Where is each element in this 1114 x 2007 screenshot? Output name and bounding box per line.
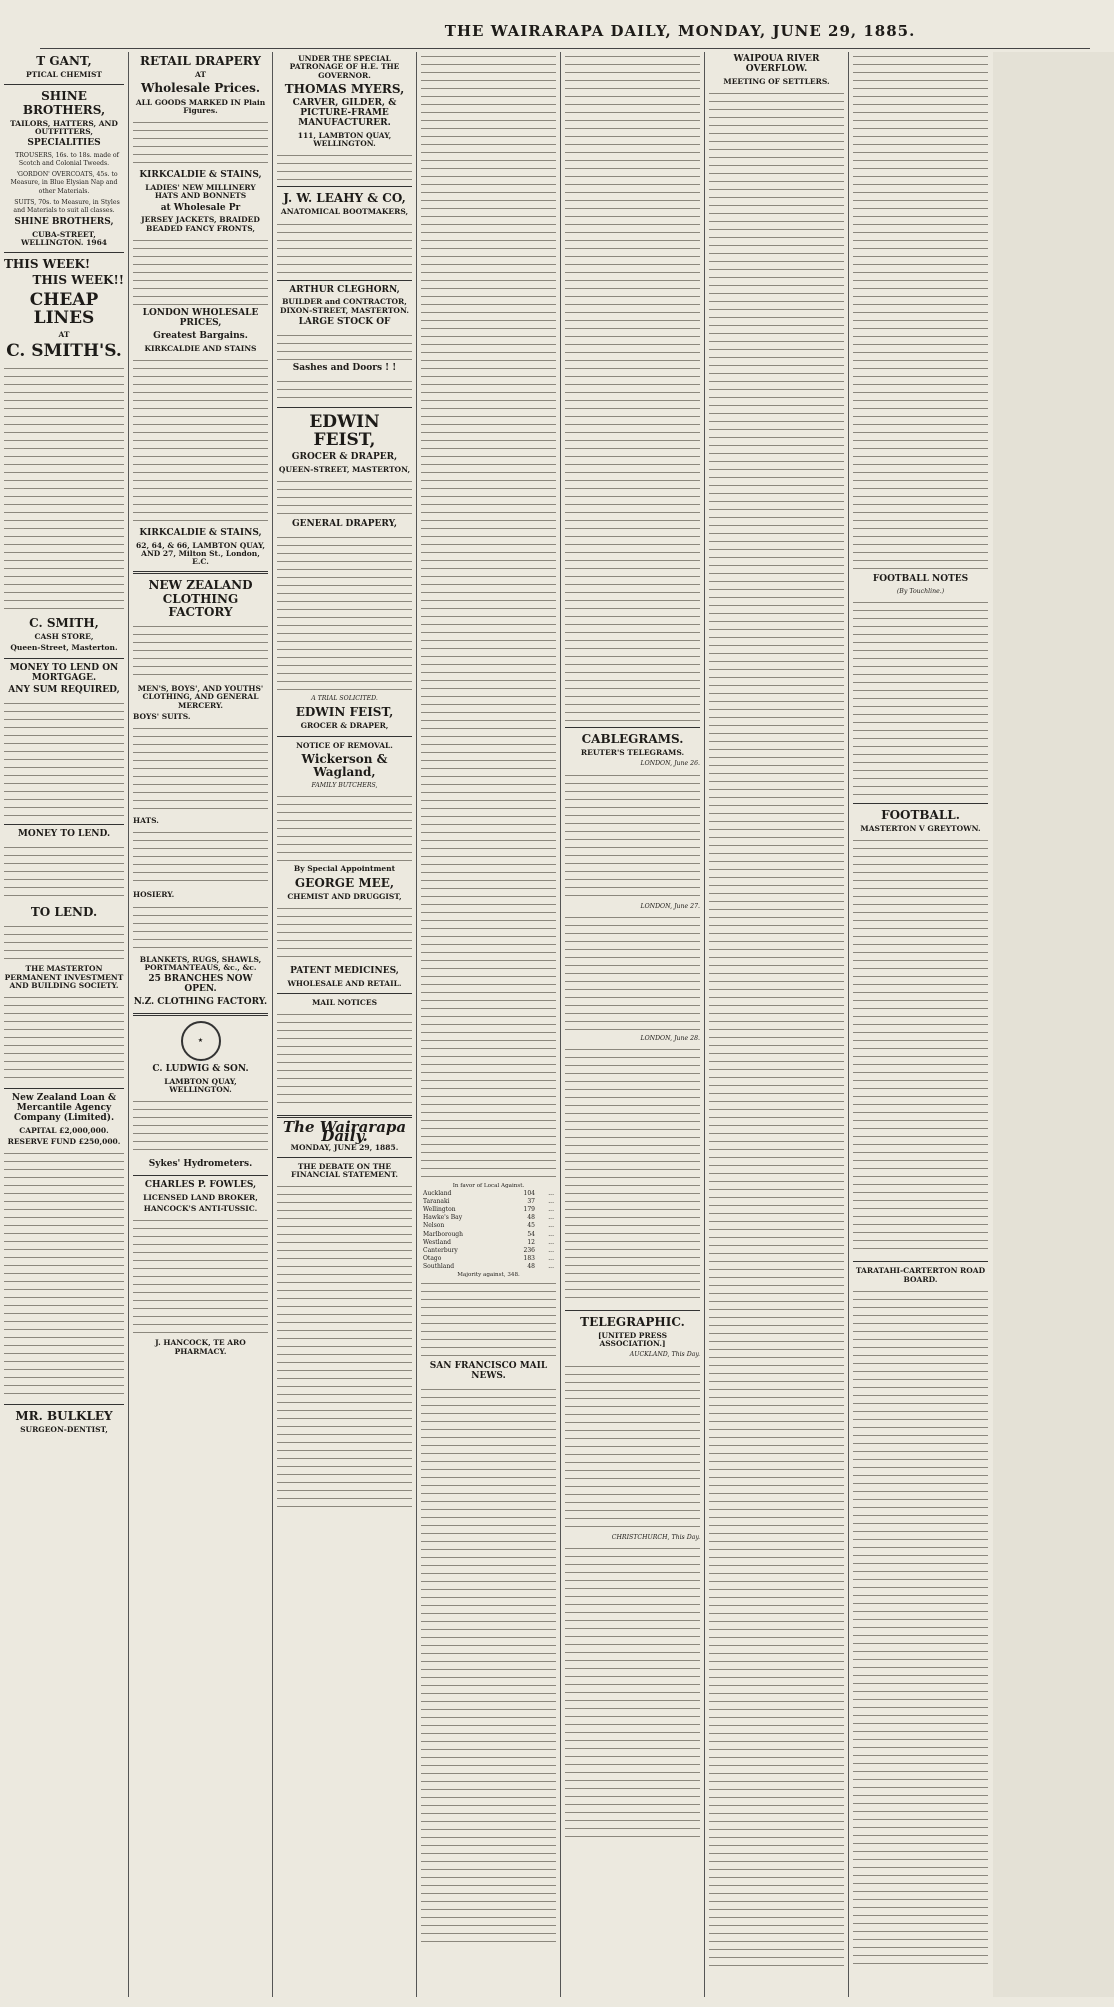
page-margin bbox=[993, 52, 1114, 1997]
advert-heading: EDWIN FEIST, bbox=[295, 705, 394, 720]
dateline: AUCKLAND, This Day. bbox=[629, 1351, 700, 1359]
advert-heading: J. W. LEAHY & CO, bbox=[283, 191, 406, 206]
article-heading: FOOTBALL. bbox=[881, 807, 960, 822]
table-row bbox=[421, 1247, 556, 1255]
table-cell: 45 bbox=[527, 1222, 535, 1230]
table-row bbox=[421, 1222, 556, 1230]
table-row bbox=[421, 1214, 556, 1222]
text-block bbox=[4, 699, 124, 819]
column-1 bbox=[0, 52, 128, 1997]
advert-heading: NEW ZEALAND CLOTHING FACTORY bbox=[148, 578, 253, 619]
advert-heading: THIS WEEK!! bbox=[32, 273, 124, 288]
newspaper-title: The Wairarapa Daily. bbox=[282, 1118, 407, 1145]
table-summary: Majority against, 348. bbox=[457, 1272, 520, 1279]
dateline: LONDON, June 27. bbox=[640, 902, 700, 910]
advert-heading: MONEY TO LEND ON MORTGAGE. bbox=[9, 662, 119, 683]
article-heading: THE DEBATE ON THE FINANCIAL STATEMENT. bbox=[291, 1161, 398, 1180]
table-cell: ... bbox=[548, 1214, 554, 1222]
advert-subheading: GROCER & DRAPER, bbox=[300, 721, 389, 731]
article-heading: SAN FRANCISCO MAIL NEWS. bbox=[429, 1361, 548, 1382]
advert-heading: MR. BULKLEY bbox=[15, 1409, 113, 1424]
table-cell: 236 bbox=[523, 1246, 535, 1254]
advert-subheading: NOTICE OF REMOVAL. bbox=[296, 740, 393, 750]
advert-heading: Greatest Bargains. bbox=[153, 330, 248, 341]
text-block bbox=[4, 843, 124, 903]
advert-subheading: UNDER THE SPECIAL PATRONAGE OF H.E. THE GOVERNOR. bbox=[289, 54, 400, 80]
text-block bbox=[133, 724, 268, 814]
table-cell: ... bbox=[548, 1246, 554, 1254]
table-cell: Southland bbox=[423, 1262, 455, 1270]
advert-heading: KIRKCALDIE & STAINS, bbox=[139, 527, 262, 538]
column-2 bbox=[129, 52, 272, 1997]
advert-heading: THIS WEEK! bbox=[4, 257, 91, 272]
table-cell: Canterbury bbox=[423, 1246, 458, 1254]
text-block bbox=[133, 1216, 268, 1336]
text-block bbox=[133, 356, 268, 526]
advert-heading: LONDON WHOLESALE PRICES, bbox=[142, 307, 259, 328]
advert-subheading: LADIES' NEW MILLINERY HATS AND BONNETS bbox=[145, 183, 256, 201]
advert-heading: RETAIL DRAPERY bbox=[140, 54, 261, 68]
column-7 bbox=[849, 52, 992, 1997]
table-row bbox=[421, 1231, 556, 1239]
dateline: LONDON, June 26. bbox=[640, 760, 700, 768]
advert-heading: C. SMITH'S. bbox=[6, 341, 122, 362]
advert-subheading: RESERVE FUND £250,000. bbox=[7, 1137, 121, 1147]
advert-subheading: ANATOMICAL BOOTMAKERS, bbox=[280, 207, 409, 217]
advert-subheading: LICENSED LAND BROKER, bbox=[143, 1192, 258, 1202]
advert-heading: THE MASTERTON PERMANENT INVESTMENT AND BUILDING SOCIETY. bbox=[4, 964, 124, 990]
text-block bbox=[133, 118, 268, 168]
masthead-rule bbox=[40, 48, 1090, 49]
section-subheading: REUTER'S TELEGRAMS. bbox=[580, 748, 685, 758]
advert-text: TROUSERS, 16s. to 18s. made of Scotch and Colonial Tweeds. bbox=[15, 152, 119, 168]
advert-subheading: HOSIERY. bbox=[133, 890, 175, 900]
table-cell: Auckland bbox=[423, 1190, 452, 1198]
dateline: LONDON, June 28. bbox=[640, 1034, 700, 1042]
table-cell: Taranaki bbox=[423, 1198, 450, 1206]
advert-text: SUITS, 70s. to Measure, in Styles and Materials to suit all classes. bbox=[13, 198, 120, 214]
article-body bbox=[565, 1544, 700, 1844]
text-block bbox=[277, 533, 412, 693]
advert-subheading: FAMILY BUTCHERS, bbox=[311, 782, 378, 790]
advert-subheading: By Special Appointment bbox=[293, 864, 396, 874]
advert-subheading: JERSEY JACKETS, BRAIDED BEADED FANCY FRONTS, bbox=[141, 215, 260, 233]
advert-heading: GENERAL DRAPERY, bbox=[291, 519, 398, 530]
article-body bbox=[565, 913, 700, 1033]
table-cell: Wellington bbox=[423, 1206, 456, 1214]
article-body bbox=[853, 1287, 988, 1967]
table-cell: 12 bbox=[527, 1238, 535, 1246]
section-subheading: [UNITED PRESS ASSOCIATION.] bbox=[597, 1330, 668, 1349]
text-block bbox=[133, 236, 268, 306]
advert-subheading: HANCOCK'S ANTI-TUSSIC. bbox=[143, 1204, 258, 1214]
advert-heading: SPECIALITIES bbox=[27, 138, 101, 149]
advert-subheading: AT bbox=[195, 70, 206, 80]
votes-table bbox=[421, 1190, 556, 1271]
advert-heading: Wickerson & Wagland, bbox=[301, 751, 388, 780]
advert-subheading: WHOLESALE AND RETAIL. bbox=[287, 978, 402, 988]
text-block bbox=[4, 364, 124, 614]
text-block bbox=[277, 904, 412, 964]
advert-heading: C. LUDWIG & SON. bbox=[152, 1063, 249, 1074]
advert-heading: GEORGE MEE, bbox=[294, 875, 395, 890]
section-heading: MAIL NOTICES bbox=[311, 998, 378, 1008]
article-body bbox=[709, 89, 844, 1969]
advert-subheading: AT bbox=[58, 330, 70, 339]
text-block bbox=[277, 331, 412, 361]
table-cell: ... bbox=[548, 1262, 554, 1270]
advert-heading: GROCER & DRAPER, bbox=[291, 452, 398, 463]
table-cell: ... bbox=[548, 1254, 554, 1262]
table-cell: 104 bbox=[523, 1190, 535, 1198]
advert-subheading: BOYS' SUITS. bbox=[133, 711, 191, 721]
table-cell: ... bbox=[548, 1206, 554, 1214]
advert-text: 'GORDON' OVERCOATS, 45s. to Measure, in Blue Elysian Nap and other Materials. bbox=[10, 171, 118, 195]
table-cell: 48 bbox=[527, 1262, 535, 1270]
seal-icon: ★ bbox=[181, 1021, 221, 1061]
table-cell: ... bbox=[548, 1230, 554, 1238]
advert-subheading: PTICAL CHEMIST bbox=[26, 70, 102, 80]
article-body bbox=[277, 1182, 412, 1512]
advert-heading: SHINE BROTHERS, bbox=[22, 89, 106, 117]
article-heading: TARATAHI-CARTERTON ROAD BOARD. bbox=[855, 1266, 986, 1284]
advert-subheading: Queen-Street, Masterton. bbox=[10, 643, 118, 653]
advert-heading: MONEY TO LEND. bbox=[17, 829, 111, 840]
table-row bbox=[421, 1255, 556, 1263]
article-body bbox=[853, 836, 988, 1256]
text-block bbox=[133, 828, 268, 888]
column-5 bbox=[561, 52, 704, 1997]
advert-subheading: LAMBTON QUAY, WELLINGTON. bbox=[164, 1076, 237, 1094]
dateline: CHRISTCHURCH, This Day. bbox=[611, 1533, 700, 1541]
advert-heading: Wholesale Prices. bbox=[140, 81, 261, 96]
advert-subheading: ALL GOODS MARKED IN Plain Figures. bbox=[135, 97, 266, 115]
text-block bbox=[4, 1149, 124, 1399]
advert-heading: THOMAS MYERS, bbox=[284, 81, 405, 96]
article-body bbox=[853, 52, 988, 572]
article-subheading: (By Touchline.) bbox=[896, 587, 945, 595]
advert-heading: TO LEND. bbox=[30, 905, 98, 920]
table-cell: 37 bbox=[527, 1198, 535, 1206]
advert-heading: T GANT, bbox=[36, 54, 92, 68]
advert-heading: ARTHUR CLEGHORN, bbox=[289, 284, 400, 295]
advert-subheading: 111, LAMBTON QUAY, WELLINGTON. bbox=[297, 130, 392, 148]
table-cell: Westland bbox=[423, 1238, 451, 1246]
advert-subheading: CHEMIST AND DRUGGIST, bbox=[287, 891, 402, 901]
table-cell: ... bbox=[548, 1198, 554, 1206]
advert-heading: ANY SUM REQUIRED, bbox=[8, 685, 120, 696]
advert-subheading: HATS. bbox=[133, 816, 159, 826]
advert-subheading: MEN'S, BOYS', AND YOUTHS' CLOTHING, AND GENERAL MERCERY. bbox=[137, 684, 264, 710]
advert-heading: at Wholesale Pr bbox=[160, 202, 241, 213]
advert-heading: SHINE BROTHERS, bbox=[14, 216, 114, 227]
advert-heading: N.Z. CLOTHING FACTORY. bbox=[133, 996, 268, 1007]
table-cell: Hawke's Bay bbox=[423, 1214, 463, 1222]
table-cell: Nelson bbox=[423, 1222, 445, 1230]
article-body bbox=[565, 1045, 700, 1305]
advert-heading: Sashes and Doors ! ! bbox=[292, 362, 397, 373]
text-block bbox=[4, 993, 124, 1083]
table-row bbox=[421, 1239, 556, 1247]
table-row bbox=[421, 1206, 556, 1214]
text-block bbox=[133, 903, 268, 953]
advert-heading: CHARLES P. FOWLES, bbox=[144, 1179, 257, 1190]
advert-heading: 25 BRANCHES NOW OPEN. bbox=[148, 974, 253, 994]
advert-subheading: 62, 64, & 66, LAMBTON QUAY, AND 27, Milton St., London, E.C. bbox=[136, 540, 265, 567]
advert-heading: CARVER, GILDER, & PICTURE-FRAME MANUFACTURER. bbox=[292, 97, 397, 128]
issue-date: MONDAY, JUNE 29, 1885. bbox=[290, 1142, 399, 1152]
advert-heading: PATENT MEDICINES, bbox=[290, 966, 399, 977]
advert-subheading: BLANKETS, RUGS, SHAWLS, PORTMANTEAUS, &c., &c. bbox=[139, 954, 262, 972]
column-4 bbox=[417, 52, 560, 1997]
advert-subheading: QUEEN-STREET, MASTERTON, bbox=[278, 464, 411, 474]
table-caption: In favor of Local Against. bbox=[452, 1183, 525, 1189]
advert-heading: C. SMITH, bbox=[29, 615, 99, 630]
article-body bbox=[853, 598, 988, 798]
advert-heading: LARGE STOCK OF bbox=[298, 316, 391, 327]
advert-subheading: CUBA-STREET, WELLINGTON. 1964 bbox=[20, 229, 108, 247]
table-cell: ... bbox=[548, 1222, 554, 1230]
column-3 bbox=[273, 52, 416, 1997]
text-block bbox=[277, 1010, 412, 1110]
advert-subheading: SURGEON-DENTIST, bbox=[20, 1425, 108, 1435]
article-body bbox=[565, 771, 700, 901]
table-cell: ... bbox=[548, 1238, 554, 1246]
advert-heading: EDWIN FEIST, bbox=[309, 411, 380, 451]
article-subheading: MASTERTON V GREYTOWN. bbox=[860, 824, 981, 834]
article-body bbox=[565, 52, 700, 722]
text-block bbox=[4, 922, 124, 962]
advert-subheading: TAILORS, HATTERS, AND OUTFITTERS, bbox=[10, 118, 118, 137]
table-cell: 179 bbox=[523, 1206, 535, 1214]
article-body bbox=[421, 1385, 556, 1945]
table-row bbox=[421, 1263, 556, 1271]
article-body bbox=[565, 1362, 700, 1532]
table-cell: Marlborough bbox=[423, 1230, 464, 1238]
column-6 bbox=[705, 52, 848, 1997]
article-body bbox=[421, 1279, 556, 1359]
article-body bbox=[421, 52, 556, 1182]
table-row bbox=[421, 1190, 556, 1198]
text-block bbox=[277, 377, 412, 402]
section-heading: TELEGRAPHIC. bbox=[580, 1314, 685, 1329]
advert-heading: KIRKCALDIE & STAINS, bbox=[139, 170, 262, 181]
article-heading: FOOTBALL NOTES bbox=[872, 574, 969, 584]
text-block bbox=[277, 792, 412, 862]
article-subheading: MEETING OF SETTLERS. bbox=[723, 76, 830, 86]
advert-heading: CHEAP LINES bbox=[29, 289, 99, 329]
table-cell: Otago bbox=[423, 1254, 442, 1262]
advert-subheading: CAPITAL £2,000,000. bbox=[19, 1125, 109, 1135]
table-row bbox=[421, 1198, 556, 1206]
text-block bbox=[277, 477, 412, 517]
advert-subheading: A TRIAL SOLICITED. bbox=[311, 695, 378, 703]
text-block bbox=[133, 1097, 268, 1157]
section-heading: CABLEGRAMS. bbox=[581, 732, 684, 746]
advert-subheading: BUILDER and CONTRACTOR, DIXON-STREET, MASTERTON. bbox=[280, 297, 409, 315]
advert-heading: New Zealand Loan & Mercantile Agency Company (Limited). bbox=[11, 1093, 117, 1123]
article-heading: WAIPOUA RIVER OVERFLOW. bbox=[733, 54, 820, 74]
advert-subheading: J. HANCOCK, TE ARO PHARMACY. bbox=[155, 1338, 246, 1356]
masthead: THE WAIRARAPA DAILY, MONDAY, JUNE 29, 1885. bbox=[444, 22, 916, 40]
table-cell: 48 bbox=[527, 1214, 535, 1222]
advert-subheading: CASH STORE, bbox=[34, 632, 94, 642]
table-cell: ... bbox=[548, 1190, 554, 1198]
text-block bbox=[277, 220, 412, 275]
table-cell: 54 bbox=[527, 1230, 535, 1238]
table-cell: 183 bbox=[523, 1254, 535, 1262]
text-block bbox=[277, 151, 412, 181]
text-block bbox=[133, 622, 268, 682]
advert-heading: Sykes' Hydrometers. bbox=[148, 1159, 253, 1170]
advert-subheading: KIRKCALDIE AND STAINS bbox=[144, 343, 257, 353]
